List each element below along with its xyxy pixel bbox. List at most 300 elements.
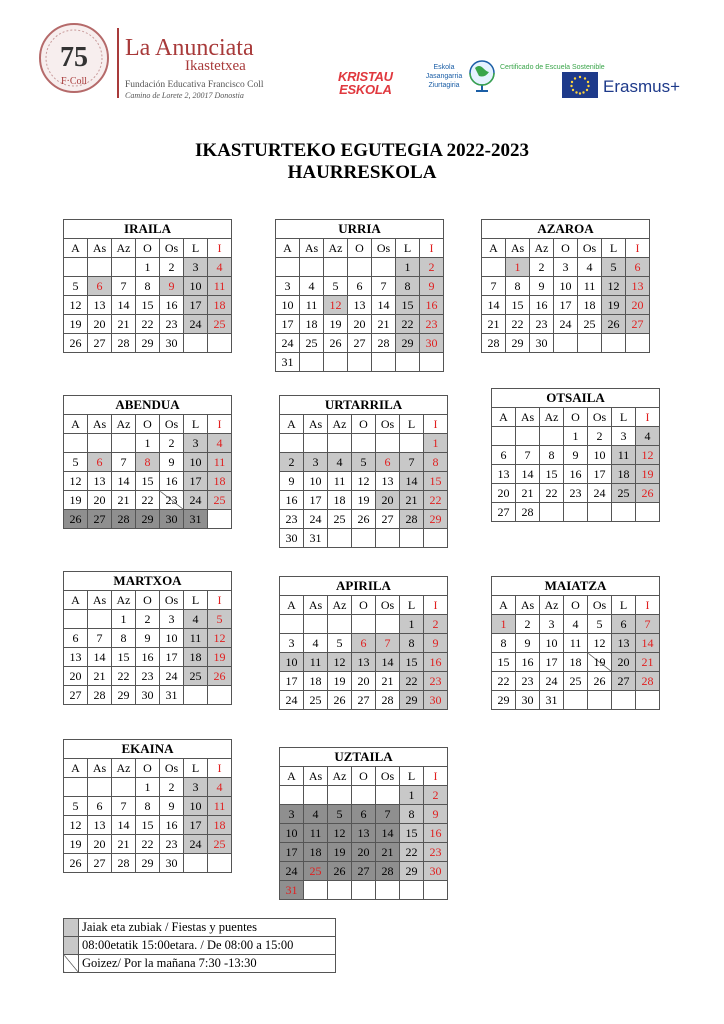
day-cell: 17 [184,472,208,491]
day-cell: 9 [424,805,448,824]
day-cell: 12 [352,472,376,491]
empty-cell [636,691,660,710]
month-urtarrila [279,395,448,548]
weekday-label: I [424,767,448,786]
day-cell: 25 [208,491,232,510]
day-cell: 30 [530,334,554,353]
day-cell: 4 [184,610,208,629]
day-cell: 16 [424,653,448,672]
day-cell: 23 [420,315,444,334]
empty-cell [376,529,400,548]
weekday-label: A [492,408,516,427]
day-cell: 24 [280,862,304,881]
weekday-label: O [136,239,160,258]
day-cell: 4 [304,805,328,824]
day-cell: 2 [136,610,160,629]
empty-cell [424,529,448,548]
day-cell: 23 [530,315,554,334]
day-cell: 19 [208,648,232,667]
svg-text:F·Coll: F·Coll [60,76,88,87]
day-cell: 4 [208,434,232,453]
day-cell: 22 [492,672,516,691]
empty-cell [376,615,400,634]
day-cell: 23 [160,835,184,854]
day-cell: 11 [304,653,328,672]
empty-cell [564,503,588,522]
day-cell: 30 [136,686,160,705]
day-cell: 28 [112,854,136,873]
day-cell: 14 [482,296,506,315]
weekday-label: Az [328,596,352,615]
day-cell: 12 [636,446,660,465]
day-cell: 2 [588,427,612,446]
day-cell: 19 [324,315,348,334]
empty-cell [612,503,636,522]
day-cell: 19 [64,315,88,334]
weekday-label: L [184,239,208,258]
month-otsaila [491,388,660,522]
day-cell: 10 [554,277,578,296]
day-cell: 8 [400,805,424,824]
day-cell: 25 [300,334,324,353]
day-cell: 16 [424,824,448,843]
month-name: MARTXOA [64,572,232,591]
month-name: IRAILA [64,220,232,239]
day-cell: 3 [160,610,184,629]
kristau-eskola-logo [338,70,393,96]
day-cell: 4 [564,615,588,634]
day-cell: 21 [88,667,112,686]
day-cell: 27 [352,691,376,710]
day-cell: 12 [588,634,612,653]
day-cell: 23 [564,484,588,503]
day-cell: 24 [160,667,184,686]
empty-cell [588,691,612,710]
weekday-label: A [64,759,88,778]
weekday-label: As [88,415,112,434]
month-name: ABENDUA [64,396,232,415]
day-cell: 10 [540,634,564,653]
empty-cell [636,503,660,522]
day-cell: 26 [208,667,232,686]
day-cell: 13 [352,824,376,843]
day-cell: 22 [136,491,160,510]
day-cell: 8 [506,277,530,296]
month-uztaila [279,747,448,900]
weekday-label: L [612,408,636,427]
day-cell: 28 [376,862,400,881]
day-cell: 18 [208,816,232,835]
day-cell: 21 [482,315,506,334]
day-cell: 15 [400,653,424,672]
day-cell: 11 [208,453,232,472]
day-cell: 25 [564,672,588,691]
day-cell: 14 [516,465,540,484]
day-cell: 16 [530,296,554,315]
weekday-label: As [516,408,540,427]
empty-cell [420,353,444,372]
day-cell: 7 [372,277,396,296]
day-cell: 13 [348,296,372,315]
month-iraila [63,219,232,353]
day-cell: 4 [300,277,324,296]
day-cell: 6 [64,629,88,648]
day-cell: 28 [636,672,660,691]
weekday-label: Os [160,415,184,434]
empty-cell [208,334,232,353]
day-cell: 7 [88,629,112,648]
day-cell: 28 [400,510,424,529]
day-cell: 19 [636,465,660,484]
day-cell: 15 [112,648,136,667]
weekday-label: Os [588,596,612,615]
empty-cell [324,258,348,277]
day-cell: 17 [280,843,304,862]
weekday-label: L [612,596,636,615]
day-cell: 10 [184,453,208,472]
empty-cell [400,529,424,548]
weekday-label: Os [160,239,184,258]
empty-cell [492,427,516,446]
day-cell: 2 [160,258,184,277]
day-cell: 21 [636,653,660,672]
weekday-label: I [208,415,232,434]
empty-cell [352,786,376,805]
empty-cell [280,434,304,453]
day-cell: 8 [400,634,424,653]
day-cell: 9 [160,453,184,472]
weekday-label: Os [160,591,184,610]
day-cell: 18 [304,843,328,862]
day-cell: 30 [424,862,448,881]
day-cell: 18 [304,672,328,691]
day-cell: 17 [280,672,304,691]
day-cell: 20 [348,315,372,334]
empty-cell [328,615,352,634]
day-cell: 1 [506,258,530,277]
empty-cell [112,434,136,453]
day-cell: 14 [112,472,136,491]
day-cell: 1 [396,258,420,277]
empty-cell [348,353,372,372]
svg-text:75: 75 [60,42,88,73]
day-cell: 12 [64,296,88,315]
day-cell: 15 [136,816,160,835]
empty-cell [424,881,448,900]
day-cell: 13 [492,465,516,484]
weekday-label: Os [376,767,400,786]
empty-cell [280,615,304,634]
day-cell: 30 [280,529,304,548]
day-cell: 31 [540,691,564,710]
day-cell: 16 [564,465,588,484]
day-cell: 1 [136,778,160,797]
day-cell: 7 [400,453,424,472]
day-cell: 4 [636,427,660,446]
day-cell: 26 [64,334,88,353]
weekday-label: L [184,759,208,778]
day-cell: 13 [626,277,650,296]
legend-label: Jaiak eta zubiak / Fiestas y puentes [79,919,336,937]
day-cell: 26 [328,862,352,881]
empty-cell [328,434,352,453]
day-cell: 30 [160,334,184,353]
day-cell: 3 [554,258,578,277]
weekday-label: L [400,415,424,434]
day-cell: 26 [636,484,660,503]
day-cell: 7 [376,805,400,824]
day-cell: 24 [276,334,300,353]
empty-cell [372,353,396,372]
empty-cell [564,691,588,710]
day-cell: 9 [516,634,540,653]
weekday-label: A [64,591,88,610]
day-cell: 22 [136,835,160,854]
day-cell: 31 [276,353,300,372]
weekday-label: I [208,239,232,258]
day-cell: 17 [540,653,564,672]
legend-swatch [64,919,79,937]
day-cell: 4 [578,258,602,277]
month-martxoa [63,571,232,705]
weekday-label: O [352,767,376,786]
certificate-text: Certificado de Escuela Sostenible [500,64,605,71]
day-cell: 5 [64,453,88,472]
day-cell: 2 [160,778,184,797]
day-cell: 10 [280,824,304,843]
weekday-label: I [636,596,660,615]
day-cell: 4 [208,778,232,797]
weekday-label: As [88,591,112,610]
day-cell: 20 [88,491,112,510]
weekday-label: A [276,239,300,258]
empty-cell [352,881,376,900]
day-cell: 6 [88,277,112,296]
day-cell: 12 [208,629,232,648]
day-cell: 5 [328,634,352,653]
legend-label: Goizez/ Por la mañana 7:30 -13:30 [79,955,336,973]
empty-cell [304,881,328,900]
day-cell: 8 [540,446,564,465]
month-azaroa [481,219,650,353]
empty-cell [328,786,352,805]
day-cell: 22 [396,315,420,334]
weekday-label: A [280,596,304,615]
day-cell: 27 [376,510,400,529]
day-cell: 27 [88,854,112,873]
day-cell: 29 [424,510,448,529]
day-cell: 12 [324,296,348,315]
day-cell: 14 [372,296,396,315]
calendar-title: IKASTURTEKO EGUTEGIA 2022-2023 [194,140,529,161]
day-cell: 10 [304,472,328,491]
day-cell: 29 [136,334,160,353]
day-cell: 22 [136,315,160,334]
weekday-label: Az [540,408,564,427]
weekday-label: L [184,415,208,434]
foundation-name: Fundación Educativa Francisco Coll [125,80,264,90]
day-cell: 29 [396,334,420,353]
weekday-label: I [424,596,448,615]
day-cell: 5 [588,615,612,634]
day-cell: 30 [160,510,184,529]
month-name: EKAINA [64,740,232,759]
weekday-label: O [136,759,160,778]
day-cell: 7 [516,446,540,465]
day-cell: 8 [492,634,516,653]
day-cell: 24 [184,835,208,854]
day-cell: 22 [506,315,530,334]
day-cell: 27 [612,672,636,691]
day-cell: 12 [64,816,88,835]
empty-cell [602,334,626,353]
empty-cell [88,778,112,797]
day-cell: 11 [304,824,328,843]
day-cell: 16 [516,653,540,672]
day-cell: 10 [184,277,208,296]
day-cell: 5 [64,797,88,816]
empty-cell [352,615,376,634]
day-cell: 29 [112,686,136,705]
day-cell: 23 [160,491,184,510]
day-cell: 26 [324,334,348,353]
day-cell: 14 [88,648,112,667]
day-cell: 15 [400,824,424,843]
eskola-jasangarria-text: Eskola Jasangarria Ziurtagiria [425,64,463,89]
day-cell: 22 [400,672,424,691]
day-cell: 21 [372,315,396,334]
day-cell: 19 [588,653,612,672]
day-cell: 17 [160,648,184,667]
day-cell: 18 [564,653,588,672]
day-cell: 26 [602,315,626,334]
day-cell: 10 [184,797,208,816]
empty-cell [352,434,376,453]
day-cell: 1 [400,786,424,805]
day-cell: 9 [280,472,304,491]
day-cell: 27 [492,503,516,522]
day-cell: 1 [492,615,516,634]
day-cell: 5 [352,453,376,472]
day-cell: 3 [612,427,636,446]
school-logo [38,22,110,94]
month-name: MAIATZA [492,577,660,596]
day-cell: 31 [160,686,184,705]
day-cell: 30 [424,691,448,710]
empty-cell [578,334,602,353]
weekday-label: L [184,591,208,610]
weekday-label: Os [578,239,602,258]
weekday-label: I [208,759,232,778]
eskola-word: ESKOLA [339,82,392,97]
erasmus-logo-text: Erasmus+ [603,77,680,96]
day-cell: 15 [492,653,516,672]
day-cell: 24 [304,510,328,529]
day-cell: 12 [328,653,352,672]
month-maiatza [491,576,660,710]
empty-cell [516,427,540,446]
day-cell: 14 [112,296,136,315]
empty-cell [208,686,232,705]
day-cell: 19 [64,835,88,854]
day-cell: 18 [184,648,208,667]
day-cell: 14 [112,816,136,835]
day-cell: 25 [208,835,232,854]
day-cell: 13 [64,648,88,667]
day-cell: 16 [160,296,184,315]
weekday-label: Az [324,239,348,258]
weekday-label: As [304,415,328,434]
empty-cell [372,258,396,277]
day-cell: 30 [516,691,540,710]
day-cell: 3 [184,778,208,797]
day-cell: 19 [64,491,88,510]
day-cell: 5 [602,258,626,277]
day-cell: 7 [482,277,506,296]
empty-cell [208,854,232,873]
weekday-label: As [516,596,540,615]
day-cell: 16 [160,472,184,491]
day-cell: 13 [612,634,636,653]
day-cell: 21 [112,491,136,510]
day-cell: 17 [276,315,300,334]
day-cell: 27 [626,315,650,334]
empty-cell [482,258,506,277]
empty-cell [304,786,328,805]
day-cell: 31 [184,510,208,529]
empty-cell [64,434,88,453]
day-cell: 21 [376,672,400,691]
day-cell: 25 [304,691,328,710]
day-cell: 30 [160,854,184,873]
weekday-label: O [348,239,372,258]
legend-label: 08:00etatik 15:00etara. / De 08:00 a 15:00 [79,937,336,955]
day-cell: 29 [506,334,530,353]
day-cell: 23 [424,672,448,691]
day-cell: 12 [64,472,88,491]
day-cell: 8 [112,629,136,648]
month-abendua [63,395,232,529]
month-name: AZAROA [482,220,650,239]
day-cell: 20 [88,315,112,334]
weekday-label: I [626,239,650,258]
day-cell: 25 [328,510,352,529]
month-name: OTSAILA [492,389,660,408]
day-cell: 27 [88,334,112,353]
day-cell: 3 [276,277,300,296]
day-cell: 6 [376,453,400,472]
empty-cell [88,434,112,453]
legend [63,918,336,973]
empty-cell [304,434,328,453]
day-cell: 1 [564,427,588,446]
weekday-label: Az [112,415,136,434]
day-cell: 28 [376,691,400,710]
empty-cell [540,503,564,522]
day-cell: 18 [208,296,232,315]
empty-cell [324,353,348,372]
weekday-label: Az [328,415,352,434]
day-cell: 12 [602,277,626,296]
weekday-label: Az [112,591,136,610]
day-cell: 17 [184,296,208,315]
day-cell: 14 [376,824,400,843]
day-cell: 25 [612,484,636,503]
day-cell: 20 [612,653,636,672]
day-cell: 14 [376,653,400,672]
day-cell: 20 [626,296,650,315]
weekday-label: Az [540,596,564,615]
